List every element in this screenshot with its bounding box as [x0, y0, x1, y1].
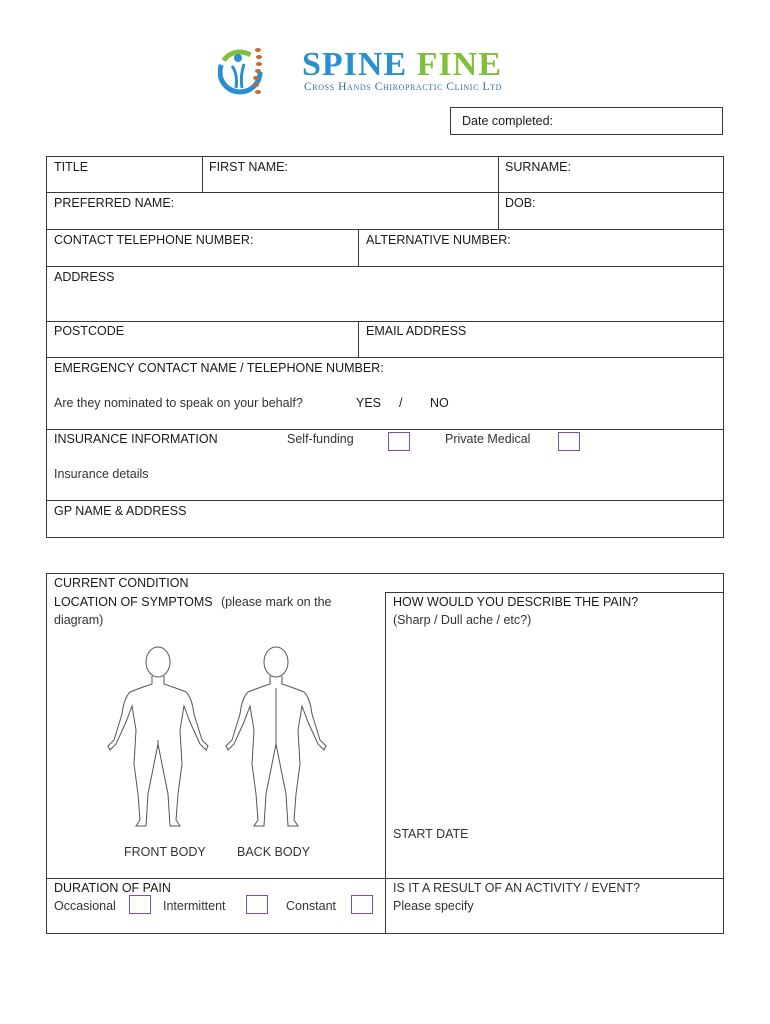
describe-pain-hint: (Sharp / Dull ache / etc?): [393, 613, 532, 627]
date-completed-label: Date completed:: [462, 114, 554, 128]
constant-label: Constant: [286, 899, 337, 913]
yes-option[interactable]: YES: [356, 396, 382, 410]
occasional-label: Occasional: [54, 899, 116, 913]
front-body-label: FRONT BODY: [124, 845, 206, 859]
clinic-logo: [218, 44, 558, 100]
activity-specify-field[interactable]: Please specify: [393, 899, 474, 913]
clinic-name: [302, 48, 502, 82]
gp-name-address-field[interactable]: GP NAME & ADDRESS: [54, 504, 187, 518]
insurance-details-field[interactable]: Insurance details: [54, 467, 149, 481]
postcode-field[interactable]: POSTCODE: [54, 324, 125, 338]
clinic-subtitle: Cross Hands Chiropractic Clinic Ltd: [304, 81, 502, 93]
date-completed-field[interactable]: [450, 107, 723, 135]
alternative-number-field[interactable]: ALTERNATIVE NUMBER:: [366, 233, 511, 247]
dob-field[interactable]: DOB:: [505, 196, 536, 210]
self-funding-label: Self-funding: [287, 432, 354, 446]
clinic-name-fine: FINE: [416, 46, 502, 83]
location-of-symptoms-label: LOCATION OF SYMPTOMS: [54, 595, 213, 609]
front-body-diagram[interactable]: [100, 644, 220, 830]
self-funding-checkbox[interactable]: [388, 432, 410, 451]
current-condition-heading: CURRENT CONDITION: [54, 576, 189, 590]
title-field[interactable]: TITLE: [54, 160, 89, 174]
email-field[interactable]: EMAIL ADDRESS: [366, 324, 467, 338]
surname-field[interactable]: SURNAME:: [505, 160, 571, 174]
back-body-label: BACK BODY: [237, 845, 310, 859]
start-date-field[interactable]: START DATE: [393, 827, 469, 841]
back-body-diagram[interactable]: [218, 644, 338, 830]
private-medical-label: Private Medical: [445, 432, 531, 446]
insurance-label: INSURANCE INFORMATION: [54, 432, 218, 446]
intermittent-checkbox[interactable]: [246, 895, 268, 914]
yes-no-separator: /: [399, 396, 403, 410]
location-hint-1: (please mark on the: [221, 595, 332, 609]
activity-question: IS IT A RESULT OF AN ACTIVITY / EVENT?: [393, 881, 641, 895]
occasional-checkbox[interactable]: [129, 895, 151, 914]
constant-checkbox[interactable]: [351, 895, 373, 914]
contact-phone-field[interactable]: CONTACT TELEPHONE NUMBER:: [54, 233, 254, 247]
no-option[interactable]: NO: [430, 396, 449, 410]
preferred-name-field[interactable]: PREFERRED NAME:: [54, 196, 175, 210]
nominated-question: Are they nominated to speak on your behalf?: [54, 396, 303, 410]
duration-of-pain-label: DURATION OF PAIN: [54, 881, 171, 895]
describe-pain-label: HOW WOULD YOU DESCRIBE THE PAIN?: [393, 595, 639, 609]
location-hint-2: diagram): [54, 613, 104, 627]
clinic-name-spine: SPINE: [302, 46, 408, 83]
first-name-field[interactable]: FIRST NAME:: [209, 160, 288, 174]
intermittent-label: Intermittent: [163, 899, 226, 913]
spine-logo-icon: [218, 44, 298, 100]
address-field[interactable]: ADDRESS: [54, 270, 115, 284]
emergency-contact-field[interactable]: EMERGENCY CONTACT NAME / TELEPHONE NUMBER:: [54, 361, 384, 375]
private-medical-checkbox[interactable]: [558, 432, 580, 451]
